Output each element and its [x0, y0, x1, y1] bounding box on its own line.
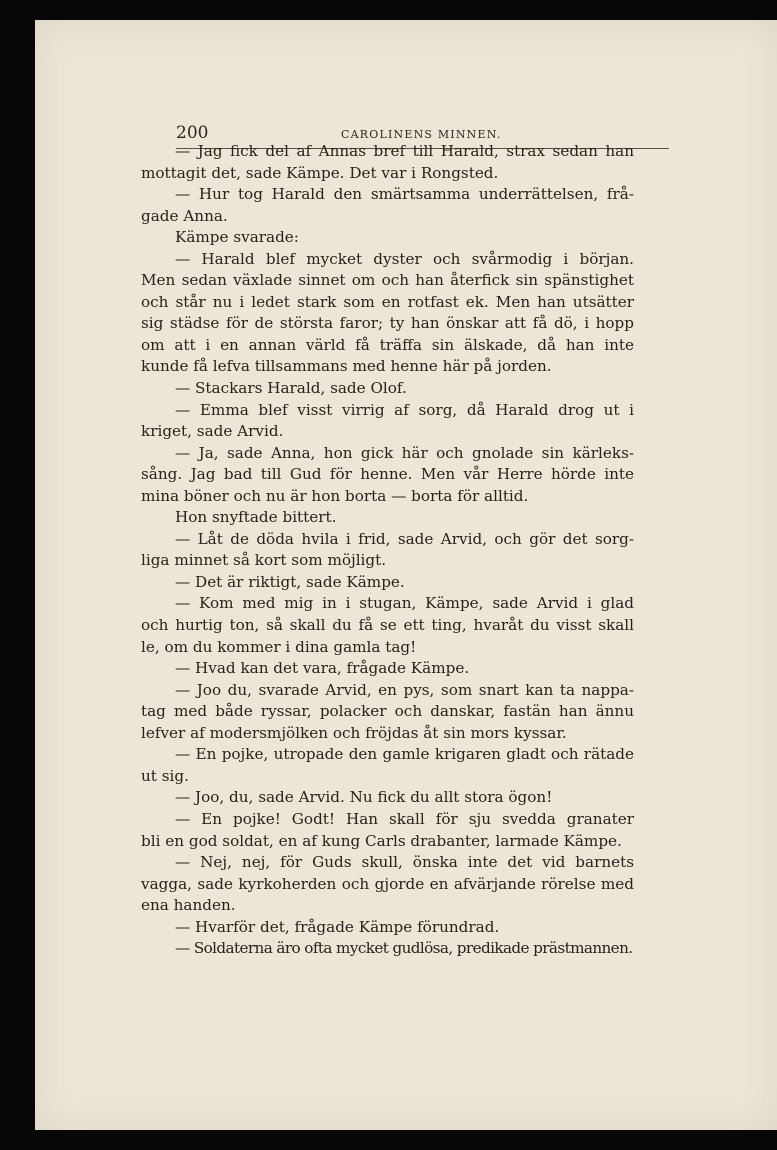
- text-line: och står nu i ledet stark som en rotfast ek. Men han utsätter: [141, 292, 634, 311]
- text-line: — En pojke, utropade den gamle krigaren gladt och rätade: [175, 745, 634, 764]
- text-line: — Det är riktigt, sade Kämpe.: [175, 572, 405, 591]
- text-line: Kämpe svarade:: [175, 228, 299, 247]
- text-line: — Soldaterna äro ofta mycket gudlösa, predikade prästmannen.: [175, 939, 633, 958]
- body-text: [141, 141, 634, 960]
- text-line: tag med både ryssar, polacker och danskar, fastän han ännu: [141, 702, 634, 721]
- text-line: kunde få lefva tillsammans med henne här på jorden.: [141, 357, 552, 376]
- text-line: — Emma blef visst virrig af sorg, då Harald drog ut i: [175, 400, 634, 419]
- text-line: — Stackars Harald, sade Olof.: [175, 379, 407, 398]
- text-line: — Kom med mig in i stugan, Kämpe, sade Arvid i glad: [175, 594, 634, 613]
- text-line: — En pojke! Godt! Han skall för sju svedda granater: [175, 809, 634, 828]
- text-line: — Jag fick del af Annas bref till Harald, strax sedan han: [175, 142, 634, 160]
- text-line: sång. Jag bad till Gud för henne. Men vår Herre hörde inte: [141, 465, 634, 484]
- running-title: CAROLINENS MINNEN.: [341, 128, 502, 141]
- text-line: liga minnet så kort som möjligt.: [141, 551, 387, 570]
- text-line: sig städse för de största faror; ty han önskar att få dö, i hopp: [141, 314, 634, 333]
- text-line: bli en god soldat, en af kung Carls drabanter, larmade Kämpe.: [141, 831, 622, 850]
- text-line: mina böner och nu är hon borta — borta för alltid.: [141, 486, 529, 505]
- text-line: lefver af modersmjölken och fröjdas åt sin mors kyssar.: [141, 723, 567, 742]
- page-number: 200: [176, 123, 209, 143]
- text-line: och hurtig ton, så skall du få se ett ting, hvaråt du visst skall: [141, 616, 634, 635]
- text-line: — Harald blef mycket dyster och svårmodig i början.: [175, 249, 634, 268]
- text-line: vagga, sade kyrkoherden och gjorde en afvärjande rörelse med: [141, 874, 634, 893]
- text-line: Hon snyftade bittert.: [175, 508, 337, 527]
- text-line: — Ja, sade Anna, hon gick här och gnolade sin kärleks-: [175, 443, 634, 462]
- text-line: — Hvad kan det vara, frågade Kämpe.: [175, 659, 470, 678]
- text-line: kriget, sade Arvid.: [141, 422, 284, 441]
- text-line: gade Anna.: [141, 206, 228, 225]
- text-line: ut sig.: [141, 766, 189, 785]
- text-line: le, om du kommer i dina gamla tag!: [141, 637, 417, 656]
- text-line: Men sedan växlade sinnet om och han återfick sin spänstighet: [141, 271, 634, 290]
- text-line: — Nej, nej, för Guds skull, önska inte det vid barnets: [175, 853, 634, 872]
- text-line: — Hvarför det, frågade Kämpe förundrad.: [175, 917, 500, 936]
- text-line: — Låt de döda hvila i frid, sade Arvid, och gör det sorg-: [175, 529, 634, 548]
- text-line: — Hur tog Harald den smärtsamma underrättelsen, frå-: [175, 185, 634, 204]
- text-line: — Joo du, svarade Arvid, en pys, som snart kan ta nappa-: [175, 680, 634, 699]
- text-line: om att i en annan värld få träffa sin älskade, då han inte: [141, 335, 634, 354]
- text-line: mottagit det, sade Kämpe. Det var i Rongsted.: [141, 163, 499, 182]
- text-line: — Joo, du, sade Arvid. Nu fick du allt stora ögon!: [175, 788, 553, 807]
- text-line: ena handen.: [141, 896, 236, 915]
